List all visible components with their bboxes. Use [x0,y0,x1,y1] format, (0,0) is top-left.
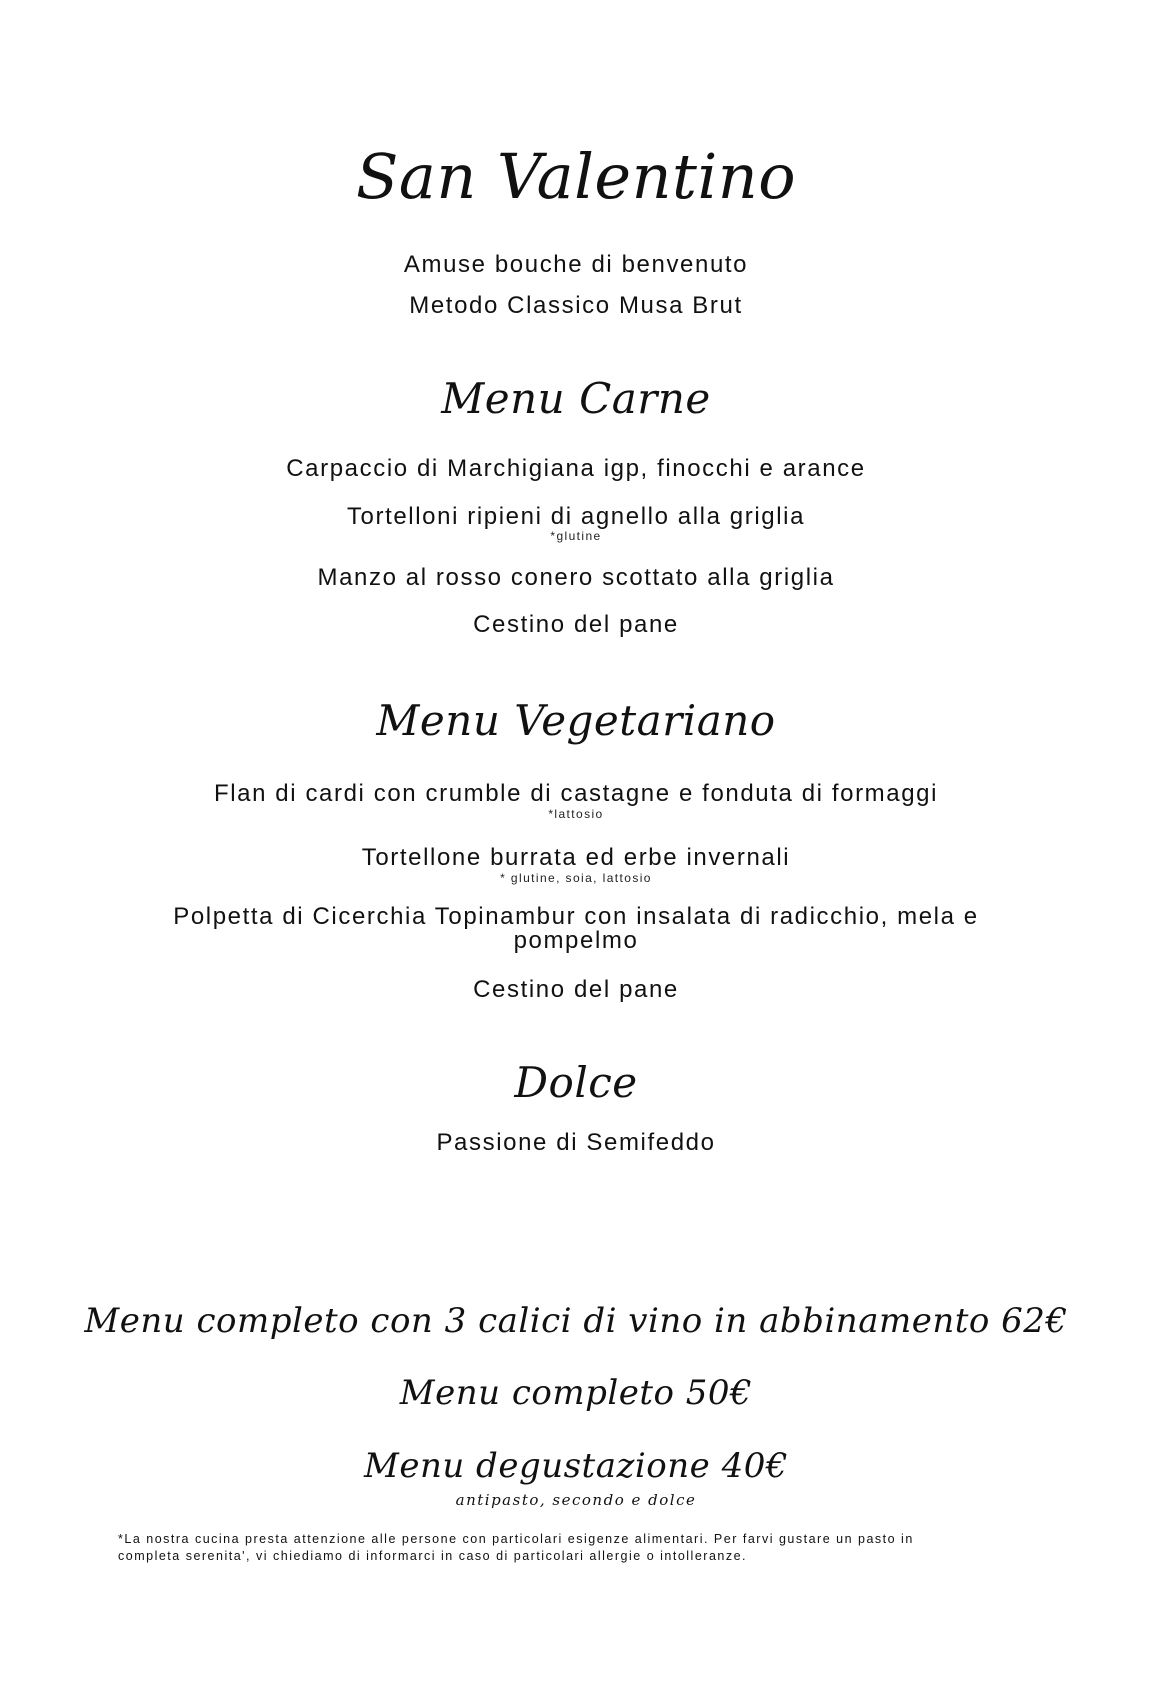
section-heading-vegetariano: Menu Vegetariano [376,696,776,745]
price-menu-completo: Menu completo 50€ [399,1373,753,1413]
disclaimer-line-2: completa serenita', vi chiediamo di informarci in caso di particolari allergie o intolleranze. [118,1549,748,1563]
veg-item-1: Flan di cardi con crumble di castagne e fonduta di formaggi [213,780,939,807]
veg-item-3: Polpetta di Cicerchia Topinambur con insalata di radicchio, mela e [173,903,979,930]
carne-item-1: Carpaccio di Marchigiana igp, finocchi e arance [286,455,866,482]
welcome-line-1: Amuse bouche di benvenuto [403,251,749,278]
disclaimer-line-1: *La nostra cucina presta attenzione alle persone con particolari esigenze alimentari. Per farvi gustare un pasto in [118,1532,914,1546]
veg-item-3-line2: pompelmo [513,927,639,954]
price-menu-vino: Menu completo con 3 calici di vino in abbinamento 62€ [84,1301,1068,1341]
price-degustazione-subtitle: antipasto, secondo e dolce [455,1491,697,1509]
carne-item-3: Manzo al rosso conero scottato alla griglia [317,564,835,591]
welcome-line-2: Metodo Classico Musa Brut [409,292,743,319]
allergy-disclaimer [118,1531,1038,1565]
dolce-item-1: Passione di Semifeddo [436,1129,716,1156]
section-heading-carne: Menu Carne [441,374,711,423]
carne-item-4: Cestino del pane [473,611,679,638]
section-heading-dolce: Dolce [514,1058,638,1107]
price-menu-degustazione: Menu degustazione 40€ [364,1446,788,1486]
veg-item-1-allergen: *lattosio [548,807,604,821]
carne-item-2: Tortelloni ripieni di agnello alla griglia [346,503,806,530]
page-title: San Valentino [355,140,797,213]
veg-item-2: Tortellone burrata ed erbe invernali [361,844,791,871]
carne-item-2-allergen: *glutine [550,529,602,543]
veg-item-4: Cestino del pane [473,976,679,1003]
veg-item-2-allergen: * glutine, soia, lattosio [500,871,652,885]
